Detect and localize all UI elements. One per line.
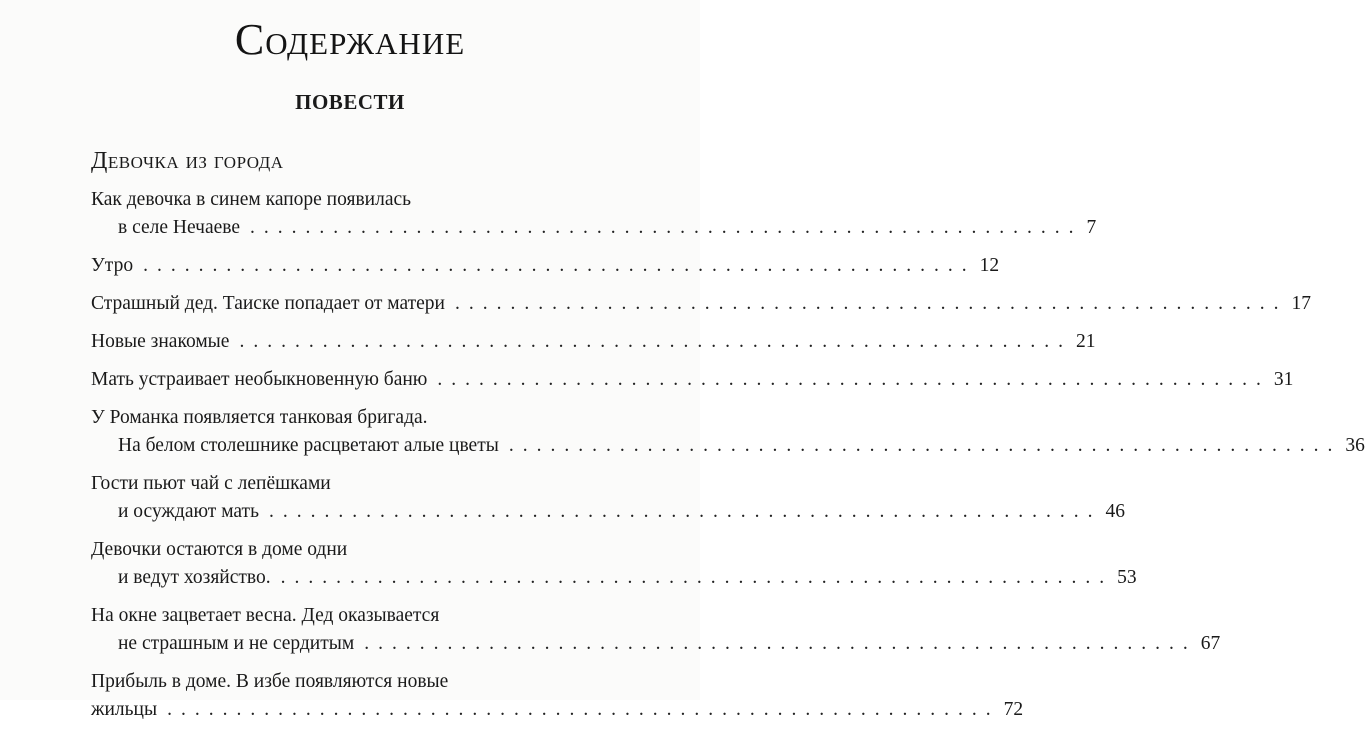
page-number: 53 <box>1117 567 1137 588</box>
page-number: 12 <box>979 255 1000 276</box>
toc-entry-text: Мать устраивает необыкновенную баню <box>91 369 428 390</box>
toc-entry-text: и осуждают мать <box>118 501 259 522</box>
toc-entry-text: не страшным и не сердитым <box>118 633 355 654</box>
toc-entry[interactable] <box>91 328 1096 356</box>
toc-entry-text: Новые знакомые <box>91 331 230 352</box>
toc-entry-lastline <box>91 498 1125 526</box>
toc-entry-lastline <box>91 366 1294 394</box>
toc-entry[interactable] <box>91 186 1097 242</box>
toc-entry-line: Прибыль в доме. В избе появляются новые <box>91 671 449 692</box>
toc-entry-line: Гости пьют чай с лепёшками <box>91 473 331 494</box>
dot-leader: ............................................................ <box>364 633 1197 654</box>
toc-entry-text: Страшный дед. Таиске попадает от матери <box>91 293 445 314</box>
toc-entry-line: На окне зацветает весна. Дед оказывается <box>91 605 440 626</box>
dot-leader: ............................................................ <box>437 369 1270 390</box>
dot-leader: ............................................................ <box>268 501 1102 522</box>
toc-entry-lastline <box>91 432 1365 460</box>
page-number: 46 <box>1105 501 1125 522</box>
toc-entry[interactable] <box>91 536 1137 592</box>
toc-entry-line: Как девочка в синем капоре появилась <box>91 189 412 210</box>
toc-entry-text: жильцы <box>91 699 158 720</box>
toc-entry-text: На белом столешнике расцветают алые цветы <box>118 435 499 456</box>
page-number: 36 <box>1345 435 1365 456</box>
table-of-contents <box>91 186 1365 734</box>
toc-entry[interactable] <box>91 290 1311 318</box>
dot-leader: ............................................................ <box>454 293 1288 314</box>
dot-leader: ............................................................ <box>239 331 1072 352</box>
toc-entry[interactable] <box>91 366 1294 394</box>
page-number: 21 <box>1075 331 1096 352</box>
page-number: 7 <box>1086 217 1097 238</box>
dot-leader: ............................................................ <box>250 217 1083 238</box>
toc-entry[interactable] <box>91 668 1024 724</box>
toc-entry[interactable] <box>91 602 1221 658</box>
toc-entry-lastline <box>91 214 1097 242</box>
toc-entry-lastline <box>91 252 1000 280</box>
story-title: Девочка из города <box>91 148 284 174</box>
toc-entry-line: У Романка появляется танковая бригада. <box>91 407 428 428</box>
toc-entry-lastline <box>91 696 1024 724</box>
toc-entry-text: Утро <box>91 255 134 276</box>
page-number: 17 <box>1291 293 1311 314</box>
toc-entry-lastline <box>91 290 1311 318</box>
toc-entry-text: в селе Нечаеве <box>118 217 241 238</box>
toc-entry-lastline <box>91 328 1096 356</box>
dot-leader: ............................................................ <box>280 567 1114 588</box>
toc-entry[interactable] <box>91 470 1125 526</box>
toc-entry-lastline <box>91 630 1221 658</box>
toc-entry-line: Девочки остаются в доме одни <box>91 539 348 560</box>
dot-leader: ............................................................ <box>143 255 976 276</box>
toc-entry-text: и ведут хозяйство. <box>118 567 271 588</box>
dot-leader: ............................................................ <box>508 435 1342 456</box>
section-heading: ПОВЕСТИ <box>295 90 405 114</box>
toc-entry[interactable] <box>91 404 1365 460</box>
page-title: Содержание <box>234 15 466 64</box>
toc-entry-lastline <box>91 564 1137 592</box>
toc-entry[interactable] <box>91 252 1000 280</box>
dot-leader: ............................................................ <box>167 699 1000 720</box>
page-number: 72 <box>1003 699 1024 720</box>
page-number: 31 <box>1273 369 1294 390</box>
page-number: 67 <box>1200 633 1221 654</box>
